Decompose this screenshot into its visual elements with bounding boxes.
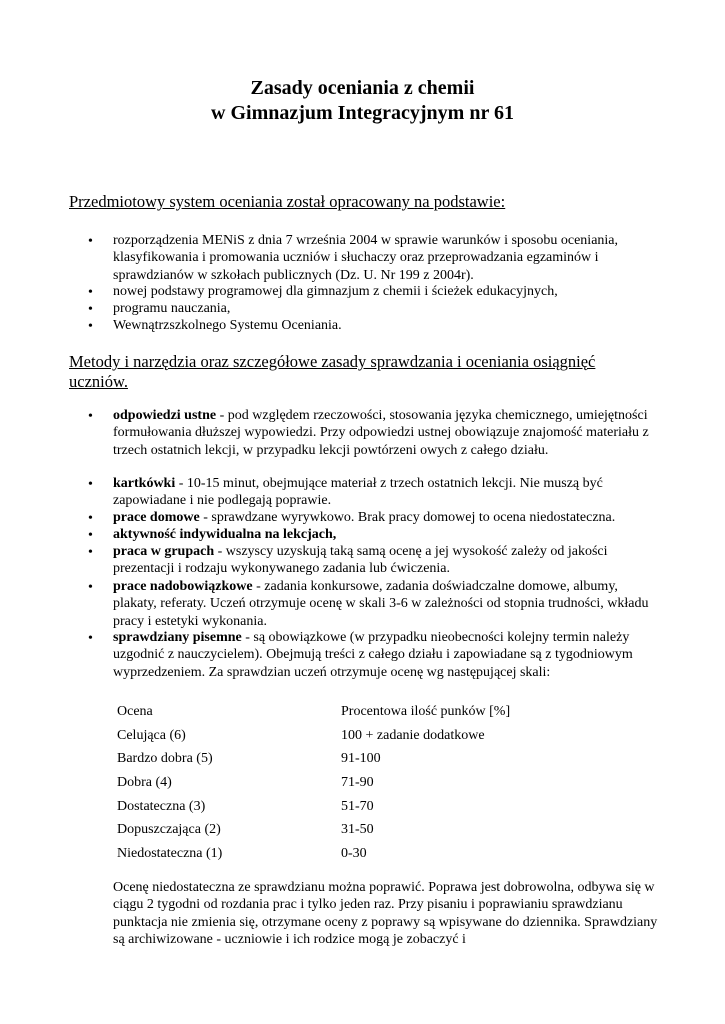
list-item: Wewnątrzszkolnego Systemu Oceniania. — [113, 318, 342, 333]
table-cell: 91-100 — [341, 751, 381, 766]
item-term: kartkówki — [113, 476, 176, 491]
table-header: Ocena — [117, 704, 153, 719]
bullet-glyph: • — [88, 511, 93, 526]
table-cell: Bardzo dobra (5) — [117, 751, 213, 766]
bullet-glyph: • — [88, 302, 93, 317]
section-2-heading: Metody i narzędzia oraz szczegółowe zasady sprawdzania i oceniania osiągnięć uczniów. — [69, 352, 596, 391]
bullet-glyph: • — [88, 285, 93, 300]
table-cell: 51-70 — [341, 799, 374, 814]
table-cell: 100 + zadanie dodatkowe — [341, 728, 485, 743]
list-item: rozporządzenia MENiS z dnia 7 września 2004 w sprawie warunków i sposobu oceniania, klasyfikowania i promowania uczniów i słuchaczy oraz przeprowadzania egzaminów i sprawdzianów w szkołach publicznych (Dz. U. Nr 199 z 2004r). — [113, 233, 619, 283]
table-cell: Celująca (6) — [117, 728, 186, 743]
item-text: - są obowiązkowe (w przypadku nieobecności kolejny termin należy uzgodnić z nauczycielem). Obejmują treści z całego działu i zapowiadane są z tygodniowym wyprzedzeniem. Za sprawdzian uczeń otrzymuje ocenę wg następującej skali: — [113, 630, 633, 680]
table-header: Procentowa ilość punków [%] — [341, 704, 511, 719]
table-cell: 0-30 — [341, 846, 367, 861]
item-term: sprawdziany pisemne — [113, 630, 242, 645]
list-item — [113, 475, 658, 510]
item-term: prace domowe — [113, 510, 200, 525]
table-cell: Dostateczna (3) — [117, 799, 206, 814]
item-text: - zadania konkursowe, zadania doświadczalne domowe, albumy, plakaty, referaty. Uczeń otrzymuje ocenę w skali 3-6 w zależności od stopnia trudności, wkładu pracy i estetyki wykonania. — [113, 579, 649, 629]
list-item — [113, 509, 658, 526]
bullet-glyph: • — [88, 528, 93, 543]
item-text: - pod względem rzeczowości, stosowania języka chemicznego, umiejętności formułowania dłuższej wypowiedzi. Przy odpowiedzi ustnej obowiązuje znajomość materiału z trzech ostatnich lekcji, w przypadku lekcji powtórzeni owych z całego działu. — [113, 408, 649, 458]
page-title-line-1: Zasady oceniania z chemii — [250, 77, 475, 99]
list-item — [113, 629, 658, 681]
item-text: - wszyscy uzyskują taką samą ocenę a jej wysokość zależy od jakości prezentacji i rodzaju wykonywanego zadania lub ćwiczenia. — [113, 544, 608, 577]
section-1-heading: Przedmiotowy system oceniania został opracowany na podstawie: — [69, 192, 506, 211]
bullet-glyph: • — [88, 545, 93, 560]
table-cell: Dobra (4) — [117, 775, 172, 790]
item-term: aktywność indywidualna na lekcjach, — [113, 527, 337, 542]
table-cell: 31-50 — [341, 822, 374, 837]
bullet-glyph: • — [88, 631, 93, 646]
item-text: - 10-15 minut, obejmujące materiał z trzech ostatnich lekcji. Nie muszą być zapowiadane i nie podlegają poprawie. — [113, 476, 603, 509]
list-item — [113, 578, 658, 630]
page-title-line-2: w Gimnazjum Integracyjnym nr 61 — [211, 102, 514, 124]
list-item — [113, 407, 658, 459]
table-cell: 71-90 — [341, 775, 374, 790]
list-item — [113, 543, 658, 578]
bullet-glyph: • — [88, 409, 93, 424]
bullet-glyph: • — [88, 477, 93, 492]
bullet-glyph: • — [88, 234, 93, 249]
item-text: - sprawdzane wyrywkowo. Brak pracy domowej to ocena niedostateczna. — [199, 510, 616, 525]
closing-paragraph: Ocenę niedostateczna ze sprawdzianu można poprawić. Poprawa jest dobrowolna, odbywa się w ciągu 2 tygodni od rozdania prac i tylko jeden raz. Przy pisaniu i poprawianiu sprawdzianu punktacja nie zmienia się, otrzymane oceny z poprawy są wpisywane do dziennika. Sprawdziany są archiwizowane - uczniowie i ich rodzice mogą je zobaczyć i — [113, 880, 658, 947]
bullet-glyph: • — [88, 319, 93, 334]
list-item: nowej podstawy programowej dla gimnazjum z chemii i ścieżek edukacyjnych, — [113, 284, 558, 299]
list-item — [113, 526, 658, 543]
table-cell: Niedostateczna (1) — [117, 846, 223, 861]
list-item: programu nauczania, — [113, 301, 231, 316]
item-term: odpowiedzi ustne — [113, 408, 217, 423]
bullet-glyph: • — [88, 580, 93, 595]
table-cell: Dopuszczająca (2) — [117, 822, 221, 837]
item-term: praca w grupach — [113, 544, 215, 559]
item-term: prace nadobowiązkowe — [113, 579, 253, 594]
